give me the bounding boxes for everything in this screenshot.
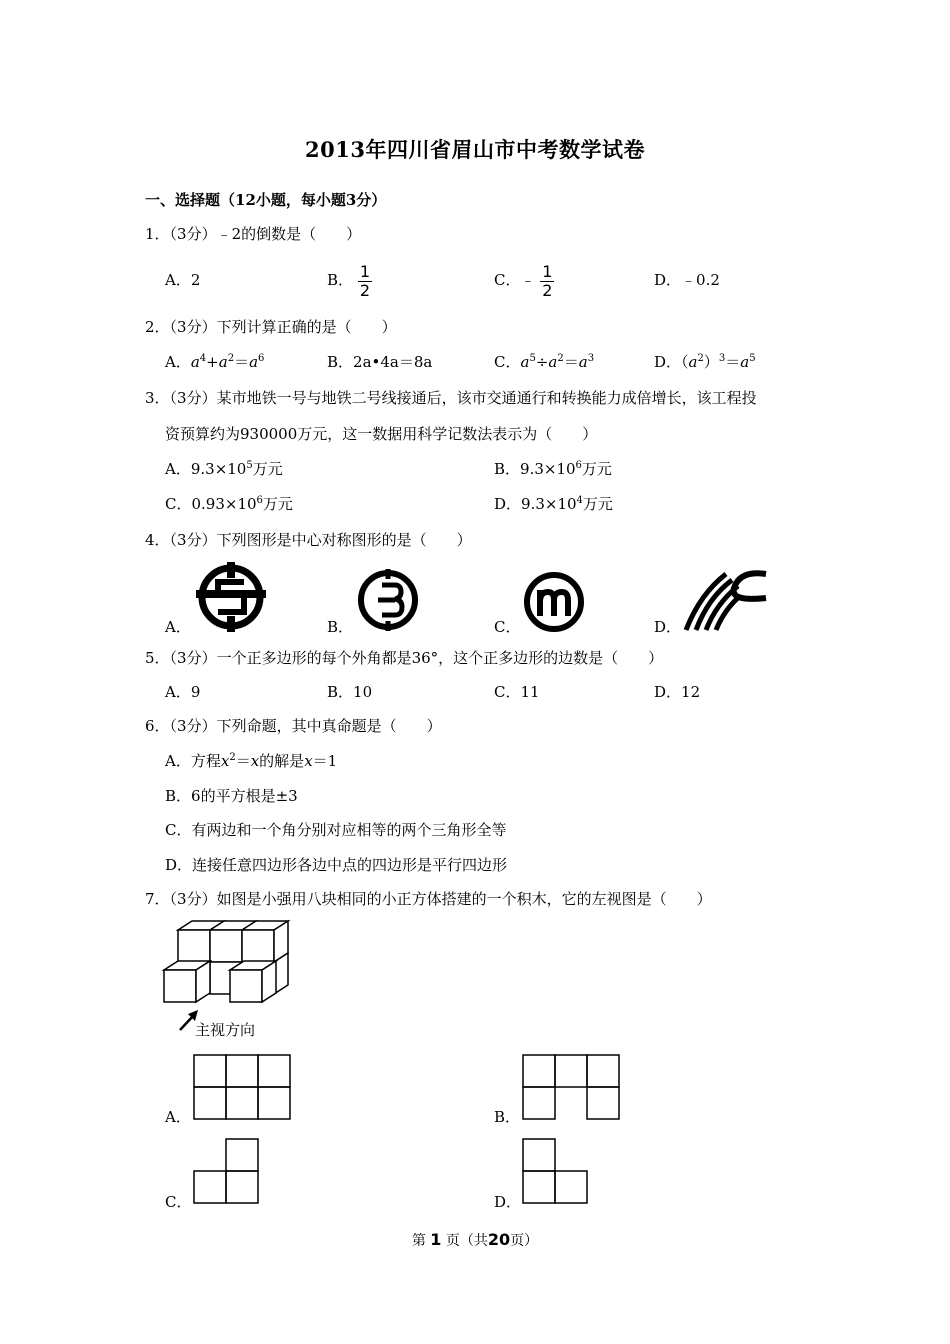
q5-option-a: A．9 [165, 683, 201, 701]
q5-option-d: D．12 [654, 683, 701, 701]
q2-option-d: D．$(a^2)^3=a^5$ [654, 353, 756, 371]
q5-option-b: B．10 [327, 683, 373, 701]
q2-option-a: A．$a^4+a^2=a^6$ [165, 353, 265, 371]
q4-logo-c-icon [522, 570, 586, 634]
q4-option-d: D． [654, 618, 682, 636]
q7-view-direction-label: 主视方向 [195, 1021, 256, 1039]
q7-option-c: C． [165, 1193, 192, 1211]
q1-option-c-den: 2 [542, 280, 553, 300]
q7-option-a-figure [193, 1054, 293, 1120]
q4-option-a: A． [165, 618, 191, 636]
page-footer: 第 1 页（共20页） [411, 1230, 539, 1249]
q1-option-b [327, 262, 372, 300]
q6-stem: 6．（3分）下列命题，其中真命题是（ ） [145, 717, 442, 735]
q3-option-d: D．$9.3\times 10^4$万元 [494, 495, 613, 513]
q7-option-d-figure [522, 1138, 590, 1206]
q1-option-a: A．2 [165, 271, 201, 289]
current-page-number: 1 [430, 1230, 442, 1249]
q4-stem: 4．（3分）下列图形是中心对称图形的是（ ） [145, 531, 472, 549]
q3-option-a: A．$9.3\times 10^5$万元 [165, 460, 283, 478]
q1-option-c [494, 262, 554, 300]
page-title: 2013年四川省眉山市中考数学试卷 [305, 137, 645, 162]
q3-stem-line1: 3．（3分）某市地铁一号与地铁二号线接通后，该市交通通行和转换能力成倍增长，该工程投 [145, 389, 757, 407]
q4-logo-b-icon [355, 567, 421, 633]
q1-option-c-num: 1 [542, 261, 553, 281]
q1-option-b-num: 1 [359, 261, 370, 281]
q1-option-b-fraction [358, 263, 372, 300]
q6-option-d: D．连接任意四边形各边中点的四边形是平行四边形 [165, 856, 508, 874]
q4-logo-a-icon [196, 562, 266, 632]
q2-option-c: C．$a^5\div a^2=a^3$ [494, 353, 595, 371]
q2-stem: 2．（3分）下列计算正确的是（ ） [145, 318, 397, 336]
q3-option-b: B．$9.3\times 10^6$万元 [494, 460, 612, 478]
q4-option-b: B． [327, 618, 354, 636]
q4-option-c: C． [494, 618, 521, 636]
q7-option-a: A． [165, 1108, 191, 1126]
q1-option-b-label: B． [327, 271, 354, 289]
q7-stem: 7．（3分）如图是小强用八块相同的小正方体搭建的一个积木，它的左视图是（ ） [145, 890, 712, 908]
q7-option-c-figure [193, 1138, 261, 1206]
q6-option-c: C．有两边和一个角分别对应相等的两个三角形全等 [165, 821, 507, 839]
q3-stem-line2: 资预算约为930000万元，这一数据用科学记数法表示为（ ） [165, 425, 598, 443]
q1-option-c-fraction [540, 263, 554, 300]
q2-option-b: B．2a•4a＝8a [327, 353, 433, 371]
q3-option-c: C．$0.93\times 10^6$万元 [165, 495, 293, 513]
q1-option-b-den: 2 [359, 280, 370, 300]
q5-stem: 5．（3分）一个正多边形的每个外角都是36°，这个正多边形的边数是（ ） [145, 649, 664, 667]
q7-option-d: D． [494, 1193, 522, 1211]
q6-option-a: A．方程$x^2=x$的解是x＝1 [165, 752, 338, 770]
q1-option-c-sign: ﹣ [520, 271, 536, 289]
total-page-number: 20 [487, 1230, 511, 1249]
q1-option-c-label: C． [494, 271, 521, 289]
section-heading: 一、选择题（12小题，每小题3分） [145, 191, 387, 209]
q7-option-b: B． [494, 1108, 521, 1126]
q1-option-d: D．﹣0.2 [654, 271, 720, 289]
q7-option-b-figure [522, 1054, 622, 1120]
q6-option-b: B．6的平方根是±3 [165, 787, 298, 805]
q1-stem: 1．（3分）﹣2的倒数是（ ） [145, 225, 362, 243]
q4-logo-d-icon [682, 568, 768, 632]
q5-option-c: C．11 [494, 683, 540, 701]
